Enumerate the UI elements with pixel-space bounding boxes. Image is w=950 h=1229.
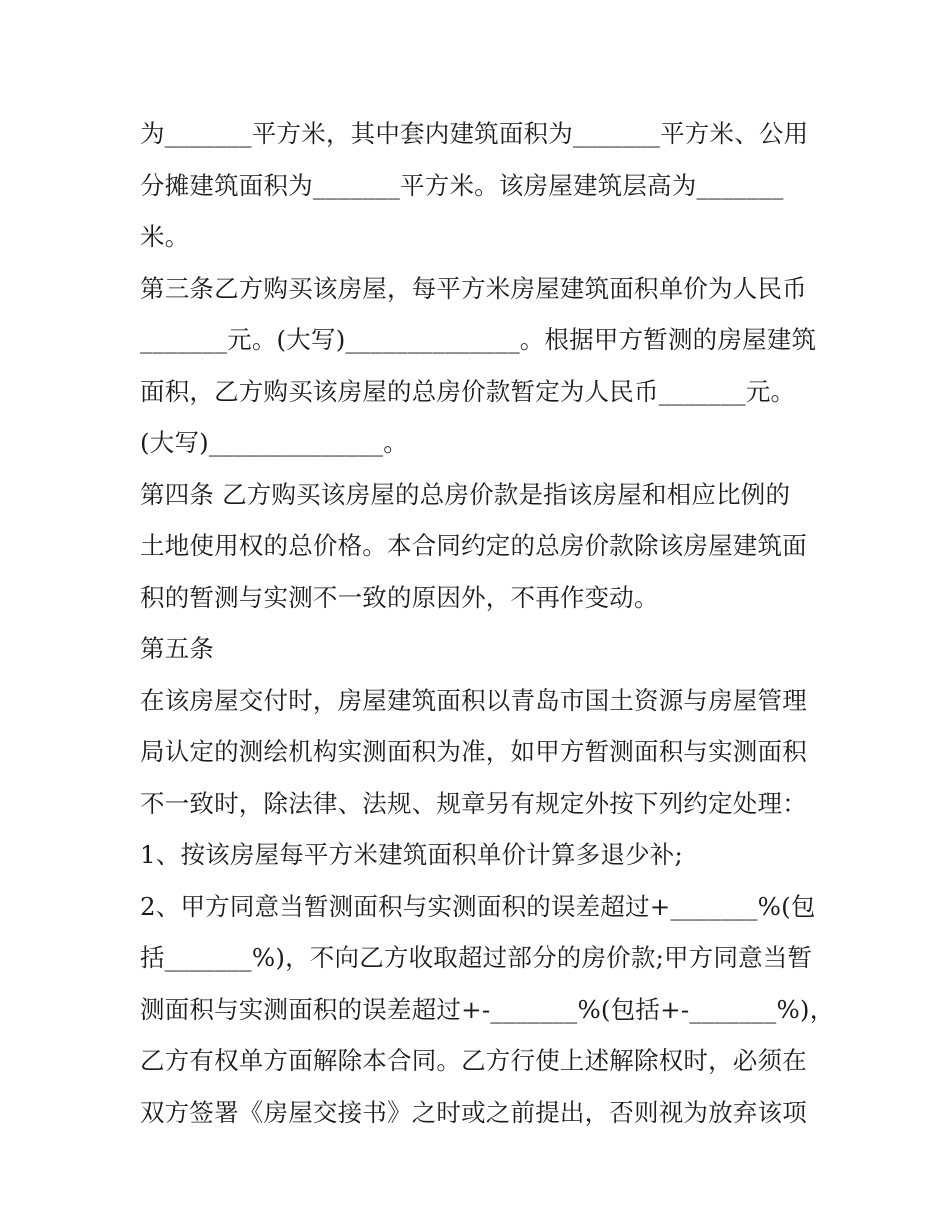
clause-item-1: 1、按该房屋每平方米建筑面积单价计算多退少补; — [140, 840, 683, 869]
text-line: 不一致时，除法律、法规、规章另有规定外按下列约定处理： — [140, 788, 807, 818]
text-line: 为_______平方米，其中套内建筑面积为_______平方米、公用 — [140, 119, 809, 148]
text-line: 测面积与实测面积的误差超过+-_______%(包括+-_______%)， — [140, 994, 835, 1024]
text-line: 双方签署《房屋交接书》之时或之前提出，否则视为放弃该项 — [140, 1097, 807, 1127]
text-line: (大写)______________。 — [140, 428, 408, 457]
text-line: _______元。(大写)______________。根据甲方暂测的房屋建筑 — [140, 325, 817, 354]
article-5-heading: 第五条 — [140, 634, 215, 663]
text-line: 米。 — [140, 222, 190, 251]
document-body — [140, 108, 835, 1138]
text-line: 局认定的测绘机构实测面积为准，如甲方暂测面积与实测面积 — [140, 737, 807, 766]
text-line: 乙方有权单方面解除本合同。乙方行使上述解除权时，必须在 — [140, 1046, 807, 1075]
text-line: 在该房屋交付时，房屋建筑面积以青岛市国土资源与房屋管理 — [140, 685, 807, 715]
article-4-heading-line: 第四条 乙方购买该房屋的总房价款是指该房屋和相应比例的 — [140, 479, 791, 509]
text-line: 分摊建筑面积为_______平方米。该房屋建筑层高为_______ — [140, 170, 784, 200]
text-line: 积的暂测与实测不一致的原因外，不再作变动。 — [140, 582, 659, 612]
clause-item-2: 2、甲方同意当暂测面积与实测面积的误差超过+_______%(包 — [140, 891, 816, 921]
text-line: 面积，乙方购买该房屋的总房价款暂定为人民币_______元。 — [140, 376, 796, 406]
text-line: 土地使用权的总价格。本合同约定的总房价款除该房屋建筑面 — [140, 531, 807, 560]
article-3-heading-line: 第三条乙方购买该房屋，每平方米房屋建筑面积单价为人民币 — [140, 273, 807, 303]
text-line: 括_______%)，不向乙方收取超过部分的房价款;甲方同意当暂 — [140, 943, 813, 972]
